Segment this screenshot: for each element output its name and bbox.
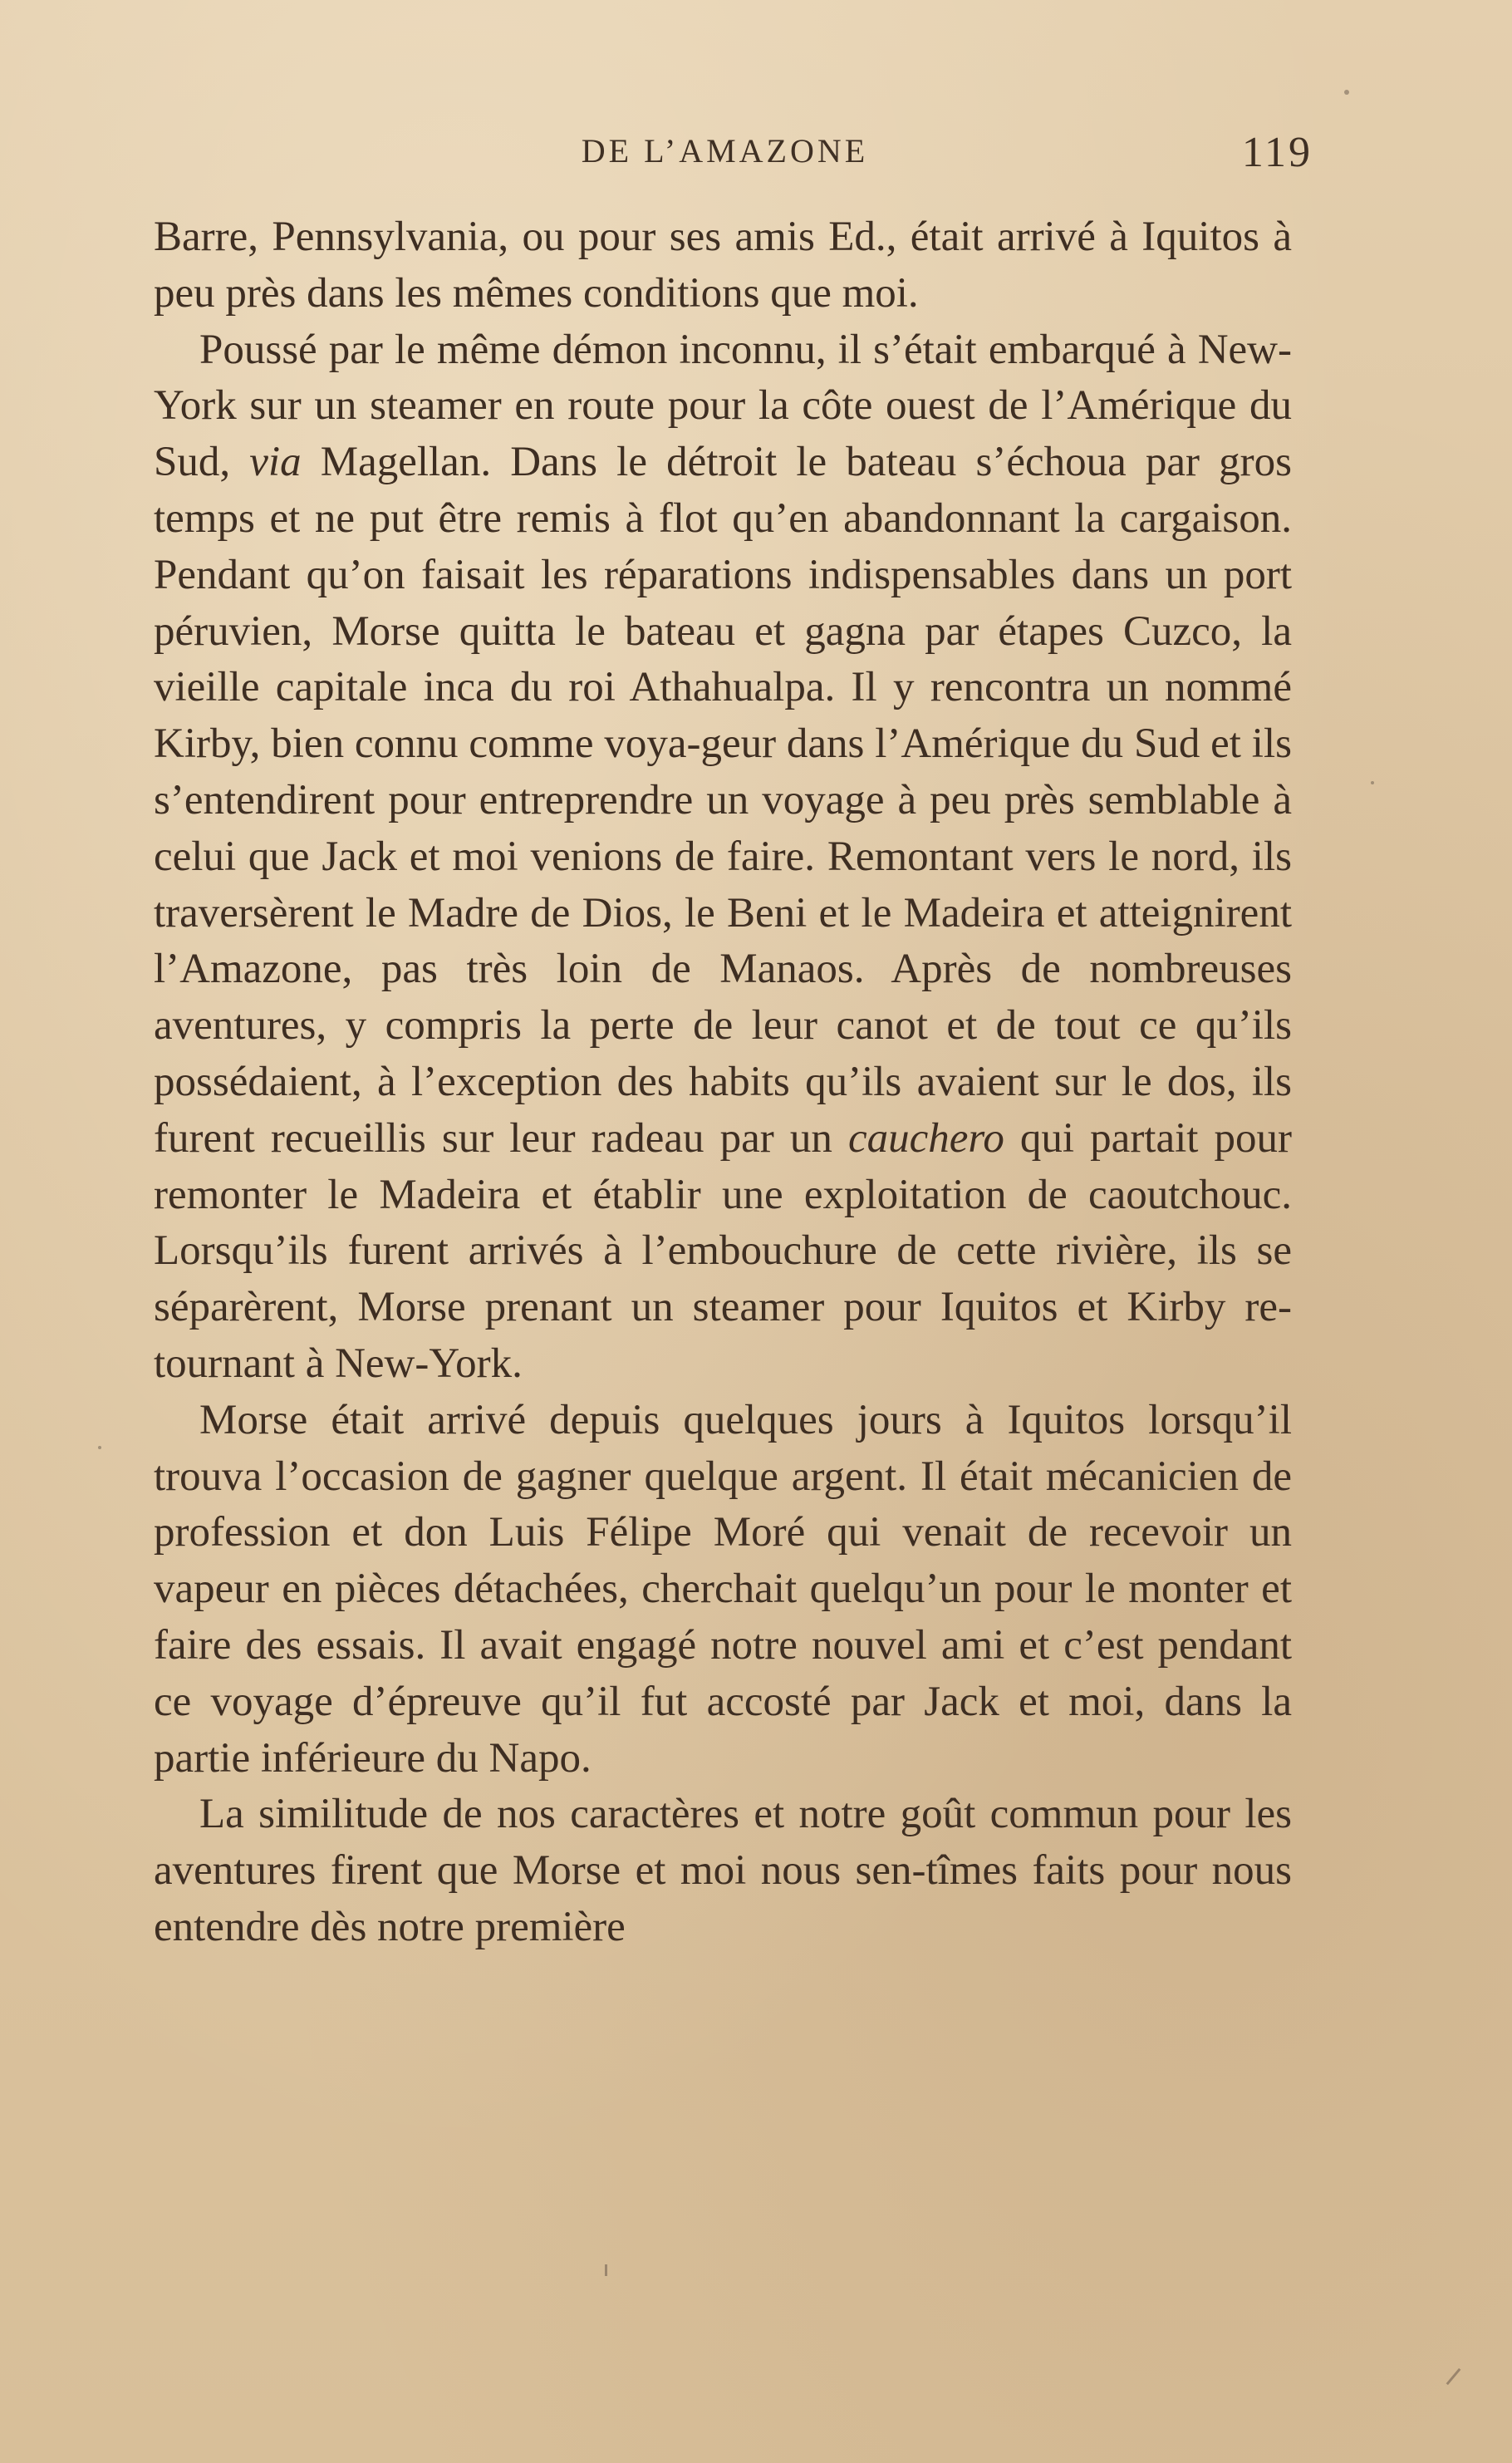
paper-speck xyxy=(1344,90,1349,95)
paper-mark xyxy=(1446,2368,1461,2385)
paper-speck xyxy=(98,1446,101,1449)
running-head: DE L’AMAZONE xyxy=(581,132,869,170)
page-number: 119 xyxy=(1241,129,1313,176)
paragraph-2-text: Poussé par le même démon inconnu, il s’était embarqué à New-York sur un steamer en route pour la côte ouest de l’Amérique du Sud, xyxy=(154,326,1292,486)
paragraph-3-text: Morse était arrivé depuis quelques jours à Iquitos lorsqu’il trouva l’occasion de gagner quelque argent. Il était mécanicien de profession et don Luis Félipe Moré qui venait de recevoir un vapeur en pièces détachées, cherchait quelqu’un pour le monter et faire des essais. Il avait engagé notre nouvel ami et c’est pendant ce voyage d’épreuve qu’il fut accosté par Jack et moi, dans la partie inférieure du Napo. xyxy=(154,1396,1292,1782)
body-text xyxy=(154,209,1292,1956)
italic-via: via xyxy=(249,439,302,486)
paper-speck xyxy=(1371,781,1374,784)
paragraph-3 xyxy=(154,1393,1292,1787)
paragraph-4-text: La similitude de nos caractères et notre goût commun pour les aventures firent que Morse et moi nous sen-tîmes faits pour nous entendre dès notre première xyxy=(154,1791,1292,1950)
paragraph-1 xyxy=(154,209,1292,322)
paper-mark xyxy=(605,2264,607,2276)
paragraph-4 xyxy=(154,1787,1292,1955)
page-header xyxy=(154,125,1313,183)
italic-cauchero: cauchero xyxy=(847,1114,1004,1162)
paragraph-2 xyxy=(154,322,1292,1393)
paragraph-2-rest: Magellan. Dans le détroit le bateau s’échoua par gros temps et ne put être remis à flot qu’en abandonnant la cargaison. Pendant qu’on faisait les réparations indispensables dans un port péruvien, Morse quitta le bateau et gagna par étapes Cuzco, la vieille capitale inca du roi Athahualpa. Il y rencontra un nommé Kirby, bien connu comme voya-geur dans l’Amérique du Sud et ils s’entendirent pour entreprendre un voyage à peu près semblable à celui que Jack et moi venions de faire. Remontant vers le nord, ils traversèrent le Madre de Dios, le Beni et le Madeira et atteignirent l’Amazone, pas très loin de Manaos. Après de nombreuses aventures, y compris la perte de leur canot et de tout ce qu’ils possédaient, à l’exception des habits qu’ils avaient sur le dos, ils furent recueillis sur leur radeau par un xyxy=(154,439,1292,1162)
paragraph-1-text: Barre, Pennsylvania, ou pour ses amis Ed., était arrivé à Iquitos à peu près dans les mêmes conditions que moi. xyxy=(154,214,1292,317)
paragraph-2-end: qui partait pour remonter le Madeira et établir une exploitation de caoutchouc. Lorsqu’ils furent arrivés à l’embouchure de cette rivière, ils se séparèrent, Morse prenant un steamer pour Iquitos et Kirby re-tournant à New-York. xyxy=(154,1114,1293,1387)
